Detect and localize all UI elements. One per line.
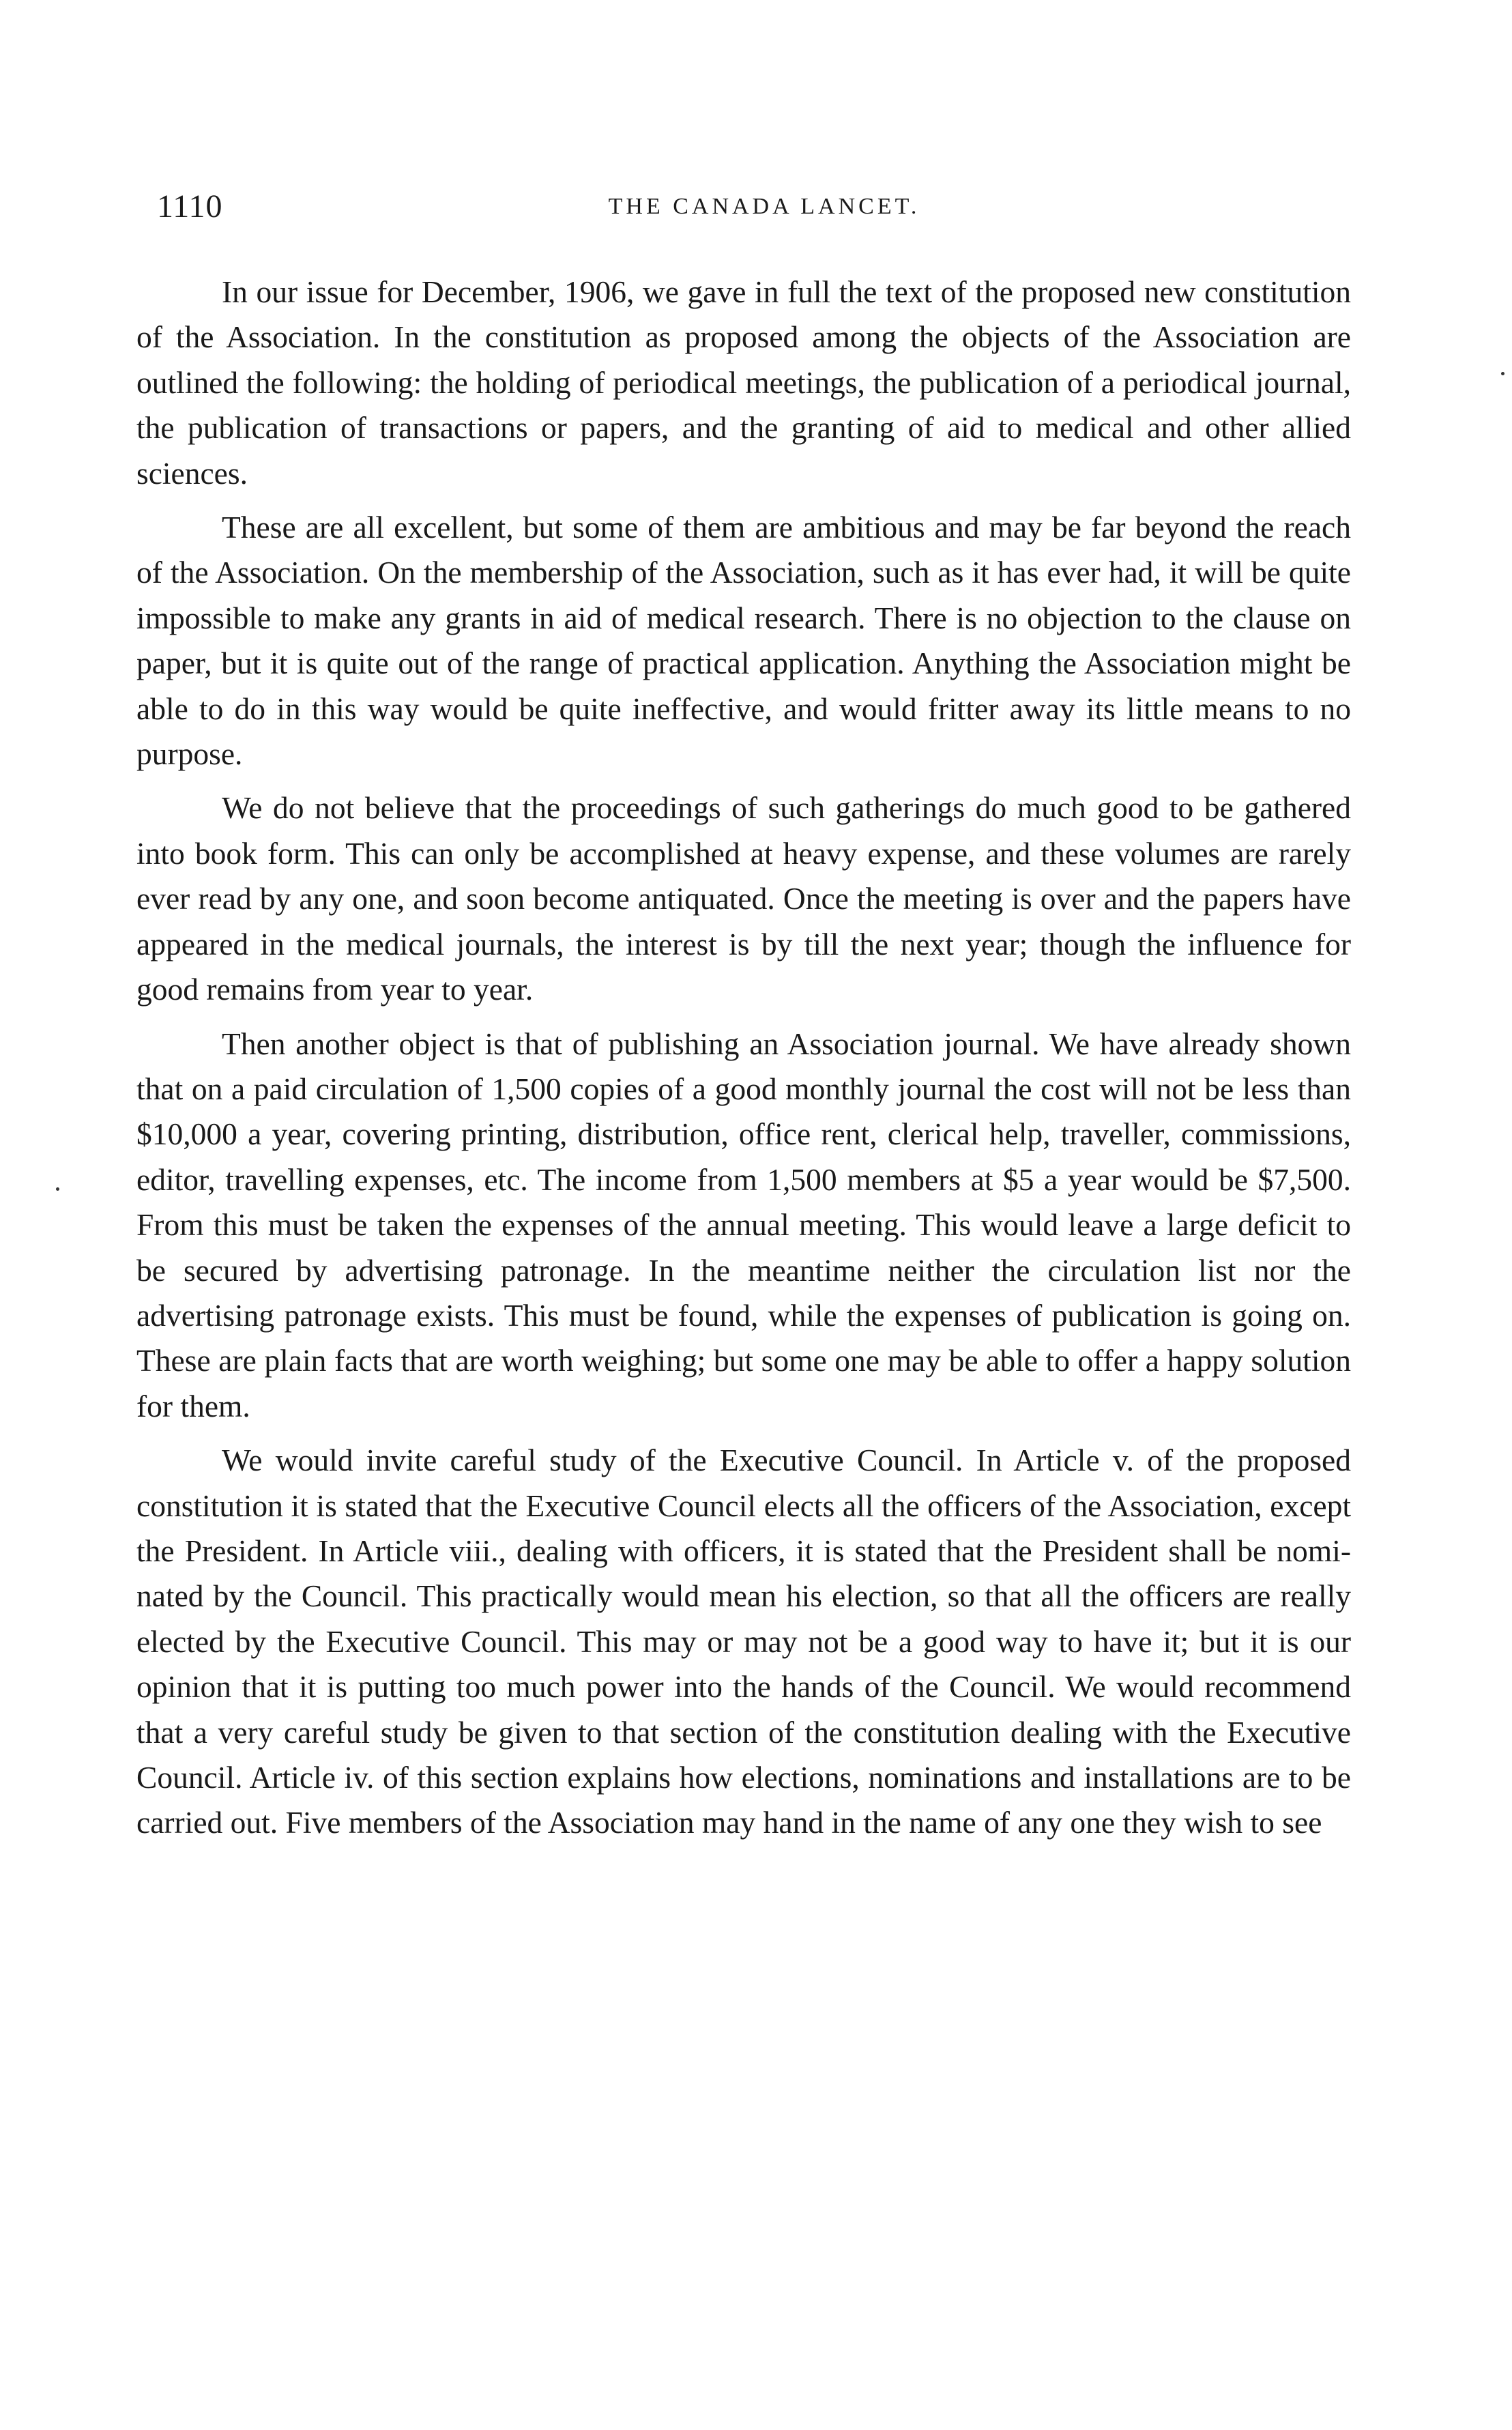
paragraph-ambitious-objects: These are all excellent, but some of them are ambitious and may be far beyond the reach of the Association. On the membership of the Association, such as it has ever had, it will be quite impossible to make any grants in aid of medical research. There is no objection to the clause on paper, but it is quite out of the range of practical application. Anything the Association might be able to do in this way would be quite ineffective, and would fritter away its little means to no purpose. bbox=[136, 510, 1351, 772]
margin-speck bbox=[56, 1187, 59, 1191]
paragraph-constitution-objects: In our issue for December, 1906, we gave in full the text of the proposed new constitution of the Association. In the constitution as proposed among the objects of the Association are outlined the following: the holding of periodical meetings, the publication of a periodical journal, the publication of transactions or papers, and the granting of aid to medical and other allied sciences. bbox=[136, 274, 1351, 491]
margin-speck bbox=[1501, 372, 1504, 375]
journal-title: THE CANADA LANCET. bbox=[608, 194, 920, 219]
paragraph-proceedings: We do not believe that the proceedings of such gatherings do much good to be gathered into book form. This can only be accomplished at heavy expense, and these volumes are rarely ever read by any one, and soon become antiquated. Once the meeting is over and the papers have appeared in the medical journals, the interest is by till the next year; though the influence for good remains from year to year. bbox=[136, 790, 1351, 1007]
paragraph-executive-council: We would invite careful study of the Executive Council. In Article v. of the proposed constitution it is stated that the Executive Council elects all the officers of the Association, except the President. In Article viii., dealing with officers, it is stated that the President shall be nominated by the Council. This practically would mean his election, so that all the officers are really elected by the Executive Council. This may or may not be a good way to have it; but it is our opinion that it is putting too much power into the hands of the Council. We would recommend that a very careful study be given to that section of the constitution dealing with the Executive Council. Article iv. of this section explains how elections, nominations and installations are to be carried out. Five members of the Association may hand in the name of any one they wish to see bbox=[136, 1443, 1351, 1840]
article-body bbox=[136, 270, 1351, 1846]
running-head bbox=[157, 183, 1344, 231]
paragraph-journal-costs: Then another object is that of publishing an Association journal. We have already shown that on a paid circulation of 1,500 copies of a good monthly journal the cost will not be less than $10,000 a year, covering printing, distribution, office rent, clerical help, traveller, commissions, editor, travelling expenses, etc. The income from 1,500 members at $5 a year would be $7,500. From this must be taken the expenses of the annual meeting. This would leave a large deficit to be secured by advertising patronage. In the meantime neither the circulation list nor the advertising patronage exists. This must be found, while the expenses of publication is going on. These are plain facts that are worth weighing; but some one may be able to offer a happy solution for them. bbox=[136, 1026, 1351, 1423]
page-number: 1110 bbox=[157, 188, 223, 225]
